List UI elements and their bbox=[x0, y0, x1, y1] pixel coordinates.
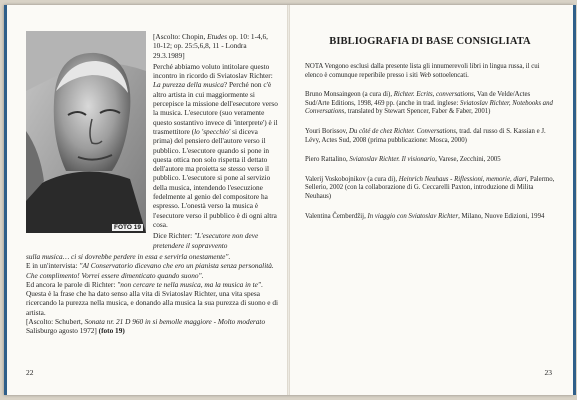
richter-portrait-image bbox=[26, 31, 146, 233]
text-segment: (foto 19) bbox=[98, 326, 125, 336]
text-segment: Bruno Monsaingeon (a cura di), bbox=[305, 91, 394, 99]
bibliography-note bbox=[305, 63, 555, 80]
text-segment: , trad. dal russo di S. Kassian e J. Lévy, Actes Sud, 2008 (prima pubblicazione: Mosca, 2000) bbox=[305, 127, 546, 144]
text-segment: op. 10: 1-4,6, 10-12; op. 25:5,6,8, 11 - Londra 29.3.1989] bbox=[153, 32, 268, 60]
photo-caption: FOTO 19 bbox=[114, 224, 141, 231]
bibliography-title: BIBLIOGRAFIA DI BASE CONSIGLIATA bbox=[329, 36, 531, 47]
text-segment: Etudes bbox=[207, 32, 227, 41]
book-spread bbox=[4, 5, 573, 395]
body-paragraph bbox=[26, 280, 280, 289]
bibliography-list bbox=[305, 63, 555, 232]
text-segment: Valentina Čemberdžij, bbox=[305, 212, 368, 220]
portrait-photo bbox=[26, 31, 146, 233]
text-segment: Dice Richter: bbox=[153, 231, 194, 241]
bibliography-entry bbox=[305, 128, 555, 145]
text-segment: . bbox=[260, 279, 263, 289]
text-segment: [Ascolto: Chopin, bbox=[153, 32, 208, 41]
bibliography-entry bbox=[305, 213, 555, 222]
text-segment: , Milano, Nuove Edizioni, 1994 bbox=[458, 212, 545, 220]
body-paragraph bbox=[26, 317, 280, 336]
text-segment: Web bbox=[419, 71, 432, 79]
bibliography-entry bbox=[305, 91, 555, 117]
text-segment: Du côté de chez Richter. Conversations bbox=[349, 127, 456, 135]
text-segment: , Varese, Zecchini, 2005 bbox=[435, 156, 501, 164]
text-segment: Sviatoslav Richter, Notebooks and Conversations bbox=[305, 99, 553, 116]
side-paragraph bbox=[153, 231, 279, 250]
text-segment: In viaggio con Sviatoslav Richter bbox=[367, 212, 459, 220]
body-paragraph bbox=[26, 252, 280, 261]
text-segment: Sviatoslav Richter. Il visionario bbox=[349, 156, 436, 164]
bibliography-entry bbox=[305, 156, 555, 165]
bibliography-entry bbox=[305, 176, 555, 202]
text-segment: Salisburgo agosto 1972] bbox=[26, 326, 99, 336]
text-segment: Youri Borissov, bbox=[305, 127, 350, 135]
text-segment: si diceva prima) del pensiero dell'autore verso il pubblico. L'esecutore quando si pone in questa ottica non solo rispetta il dettato dell'autore ma proietta se stesso verso il pubblico. L'esecutore si pone al servizio della musica, intendendo l'esecuzione fedelmente al genio del compositore ha espresso. L'onestà verso la musica è l'esecutore verso il pubblico è di ogni altra cosa. bbox=[153, 126, 277, 229]
page-number-left: 22 bbox=[26, 368, 34, 377]
text-segment: [Ascolto: Schubert, bbox=[26, 317, 85, 327]
full-width-text bbox=[26, 252, 280, 336]
text-segment: Piero Rattalino, bbox=[305, 156, 350, 164]
text-segment: Heinrich Neuhaus - Riflessioni, memorie, diari bbox=[398, 175, 527, 183]
text-segment: Perché abbiamo voluto intitolare questo incontro in ricordo di Sviatoslav Richter: bbox=[153, 61, 273, 81]
text-segment: ? Perché non c'è altro artista in cui maggiormente si percepisce la missione dell'esecutore verso la musica. L'esecutore (suo veramente questo sostantivo invece di 'interprete') è il trasmettitore ( bbox=[153, 80, 278, 136]
body-paragraph bbox=[26, 261, 280, 280]
text-segment: Ed ancora le parole di Richter: bbox=[26, 279, 118, 289]
side-text-column bbox=[153, 32, 279, 252]
text-segment: lo 'specchio' bbox=[194, 126, 231, 136]
text-segment: "non cercare te nella musica, ma la musica in te" bbox=[117, 279, 261, 289]
text-segment: Valerij Voskobojnikov (a cura di), bbox=[305, 175, 399, 183]
text-segment: sottoelencati. bbox=[431, 71, 469, 79]
text-segment: E in un'intervista: bbox=[26, 261, 80, 271]
text-segment: , Van de Velde/Actes Sud/Arte Editions, 1998, 469 pp. (anche in trad. inglese: bbox=[305, 91, 531, 107]
page-number-right: 23 bbox=[544, 368, 552, 377]
text-segment: La purezza della musica bbox=[153, 80, 224, 90]
side-paragraph bbox=[153, 62, 279, 229]
text-segment: NOTA Vengono esclusi dalla presente lista gli innumerevoli libri in lingua russa, il cui elenco è comunque reperibile presso i siti bbox=[305, 63, 540, 79]
text-segment: "Al Conservatorio dicevano che ero un pianista senza personalità. Che complimento! Vorrei essere dimenticato quando suono". bbox=[26, 261, 274, 280]
text-segment: , translated by Stewart Spencer, Faber & Faber, 2001) bbox=[344, 108, 491, 116]
side-paragraph bbox=[153, 32, 279, 60]
right-page bbox=[289, 5, 576, 395]
text-segment: Questa è la frase che ha dato senso alla vita di Sviatoslav Richter, una vita spesa ricercando la purezza nella musica, e donando alla musica la sua purezza di suono e di artista. bbox=[26, 289, 279, 317]
text-segment: Sonata nr. 21 D 960 in si bemolle maggiore - Molto moderato bbox=[84, 317, 266, 327]
text-segment: Richter. Ecrits, conversations bbox=[393, 91, 474, 99]
left-page bbox=[4, 5, 291, 395]
text-segment: "L'esecutore non deve pretendere il sopravvento bbox=[153, 231, 259, 250]
text-segment: , Palermo, Sellerio, 2002 (con la collaborazione di G. Ceccarelli Paxton, introduzione di Milita Neuhaus) bbox=[305, 175, 555, 200]
text-segment: sulla musica… ci si dovrebbe perdere in essa e servirla onestamente". bbox=[26, 252, 231, 261]
body-paragraph bbox=[26, 289, 280, 317]
